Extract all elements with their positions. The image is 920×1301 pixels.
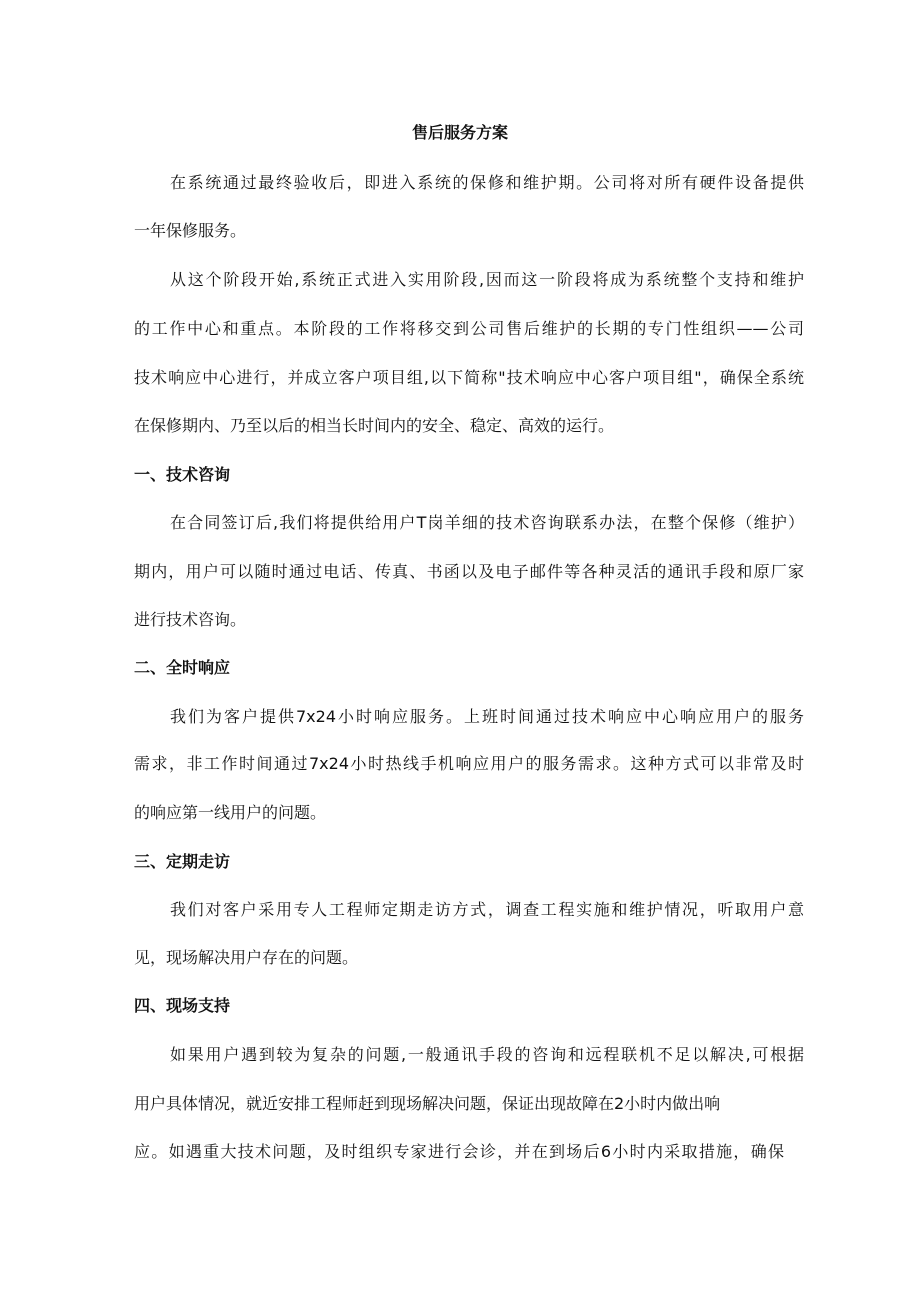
intro-line-2: 一年保修服务。 (134, 221, 247, 240)
section-heading-onsite-support: 四、现场支持 (134, 996, 231, 1015)
section-2-line-3: 的响应第一线用户的问题。 (134, 803, 327, 822)
section-2-line-1: 我们为客户提供7x24小时响应服务。上班时间通过技术响应中心响应用户的服务 (170, 707, 804, 726)
paragraph-2-line-4: 在保修期内、乃至以后的相当长时间内的安全、稳定、高效的运行。 (134, 416, 615, 435)
section-heading-regular-visits: 三、定期走访 (134, 852, 231, 871)
paragraph-2-line-3: 技术响应中心进行，并成立客户项目组,以下简称"技术响应中心客户项目组"，确保全系统 (134, 368, 804, 387)
section-2-line-2: 需求，非工作时间通过7x24小时热线手机响应用户的服务需求。这种方式可以非常及时 (134, 754, 804, 773)
intro-line-1: 在系统通过最终验收后，即进入系统的保修和维护期。公司将对所有硬件设备提供 (170, 173, 804, 192)
section-3-line-1: 我们对客户采用专人工程师定期走访方式，调查工程实施和维护情况，听取用户意 (170, 900, 804, 919)
section-1-line-3: 进行技术咨询。 (134, 610, 247, 629)
paragraph-2-line-2: 的工作中心和重点。本阶段的工作将移交到公司售后维护的长期的专门性组织——公司 (134, 319, 804, 338)
section-4-line-2: 用户具体情况，就近安排工程师赶到现场解决问题，保证出现故障在2小时内做出响 (134, 1094, 721, 1113)
section-heading-technical-consulting: 一、技术咨询 (134, 465, 231, 484)
section-4-line-3: 应。如遇重大技术问题，及时组织专家进行会诊，并在到场后6小时内采取措施，确保 (134, 1142, 784, 1161)
section-1-line-2: 期内，用户可以随时通过电话、传真、书函以及电子邮件等各种灵活的通讯手段和原厂家 (134, 562, 804, 581)
section-heading-full-time-response: 二、全时响应 (134, 658, 231, 677)
document-title: 售后服务方案 (411, 123, 508, 142)
section-1-line-1: 在合同签订后,我们将提供给用户T岗羊细的技术咨询联系办法，在整个保修（维护） (170, 513, 804, 532)
section-3-line-2: 见，现场解决用户存在的问题。 (134, 948, 359, 967)
paragraph-2-line-1: 从这个阶段开始,系统正式进入实用阶段,因而这一阶段将成为系统整个支持和维护 (170, 270, 804, 289)
section-4-line-1: 如果用户遇到较为复杂的问题,一般通讯手段的咨询和远程联机不足以解决,可根据 (170, 1045, 804, 1064)
